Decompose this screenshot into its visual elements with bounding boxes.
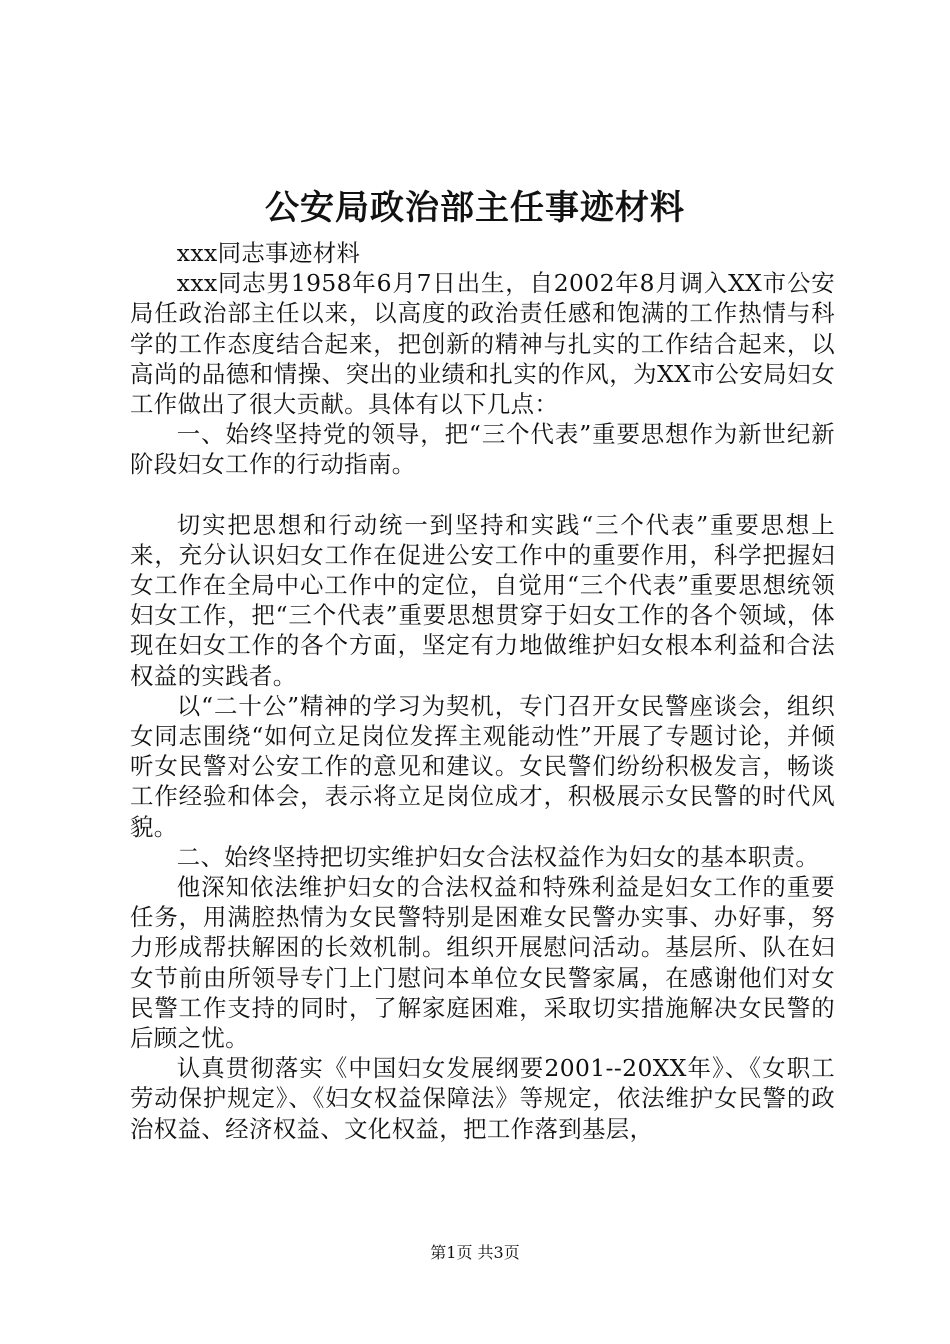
paragraph-heading-2: 二、始终坚持把切实维护妇女合法权益作为妇女的基本职责。 (176, 842, 820, 871)
paragraph-body-3: 他深知依法维护妇女的合法权益和特殊利益是妇女工作的重要任务，用满腔热情为女民警特别是困难女民警办实事、办好事，努力形成帮扶解困的长效机制。组织开展慰问活动。基层所、队在妇女节前由所领导专门上门慰问本单位女民警家属，在感谢他们对女民警工作支持的同时，了解家庭困难，采取切实措施解决女民警的后顾之忧。 (130, 873, 835, 1053)
paragraph-heading-1: 一、始终坚持党的领导，把“三个代表”重要思想作为新世纪新阶段妇女工作的行动指南。 (130, 420, 835, 479)
paragraph-intro: xxx同志男1958年6月7日出生，自2002年8月调入XX市公安局任政治部主任以来，以高度的政治责任感和饱满的工作热情与科学的工作态度结合起来，把创新的精神与扎实的工作结合起来，以高尚的品德和情操、突出的业绩和扎实的作风，为XX市公安局妇女工作做出了很大贡献。具体有以下几点： (130, 269, 835, 419)
paragraph-body-1: 切实把思想和行动统一到坚持和实践“三个代表”重要思想上来，充分认识妇女工作在促进公安工作中的重要作用，科学把握妇女工作在全局中心工作中的定位，自觉用“三个代表”重要思想统领妇女工作，把“三个代表”重要思想贯穿于妇女工作的各个领域，体现在妇女工作的各个方面，坚定有力地做维护妇女根本利益和合法权益的实践者。 (130, 510, 835, 690)
paragraph-subtitle: xxx同志事迹材料 (176, 239, 361, 267)
page-footer: 第1页 共3页 (430, 1243, 520, 1262)
paragraph-body-2: 以“二十公”精神的学习为契机，专门召开女民警座谈会，组织女同志围绕“如何立足岗位发挥主观能动性”开展了专题讨论，并倾听女民警对公安工作的意见和建议。女民警们纷纷积极发言，畅谈工作经验和体会，表示将立足岗位成才，积极展示女民警的时代风貌。 (130, 691, 835, 841)
paragraph-body-4: 认真贯彻落实《中国妇女发展纲要2001--20XX年》、《女职工劳动保护规定》、《妇女权益保障法》等规定，依法维护女民警的政治权益、经济权益、文化权益，把工作落到基层， (130, 1054, 835, 1143)
document-title: 公安局政治部主任事迹材料 (265, 188, 685, 228)
document-body (130, 238, 835, 1144)
